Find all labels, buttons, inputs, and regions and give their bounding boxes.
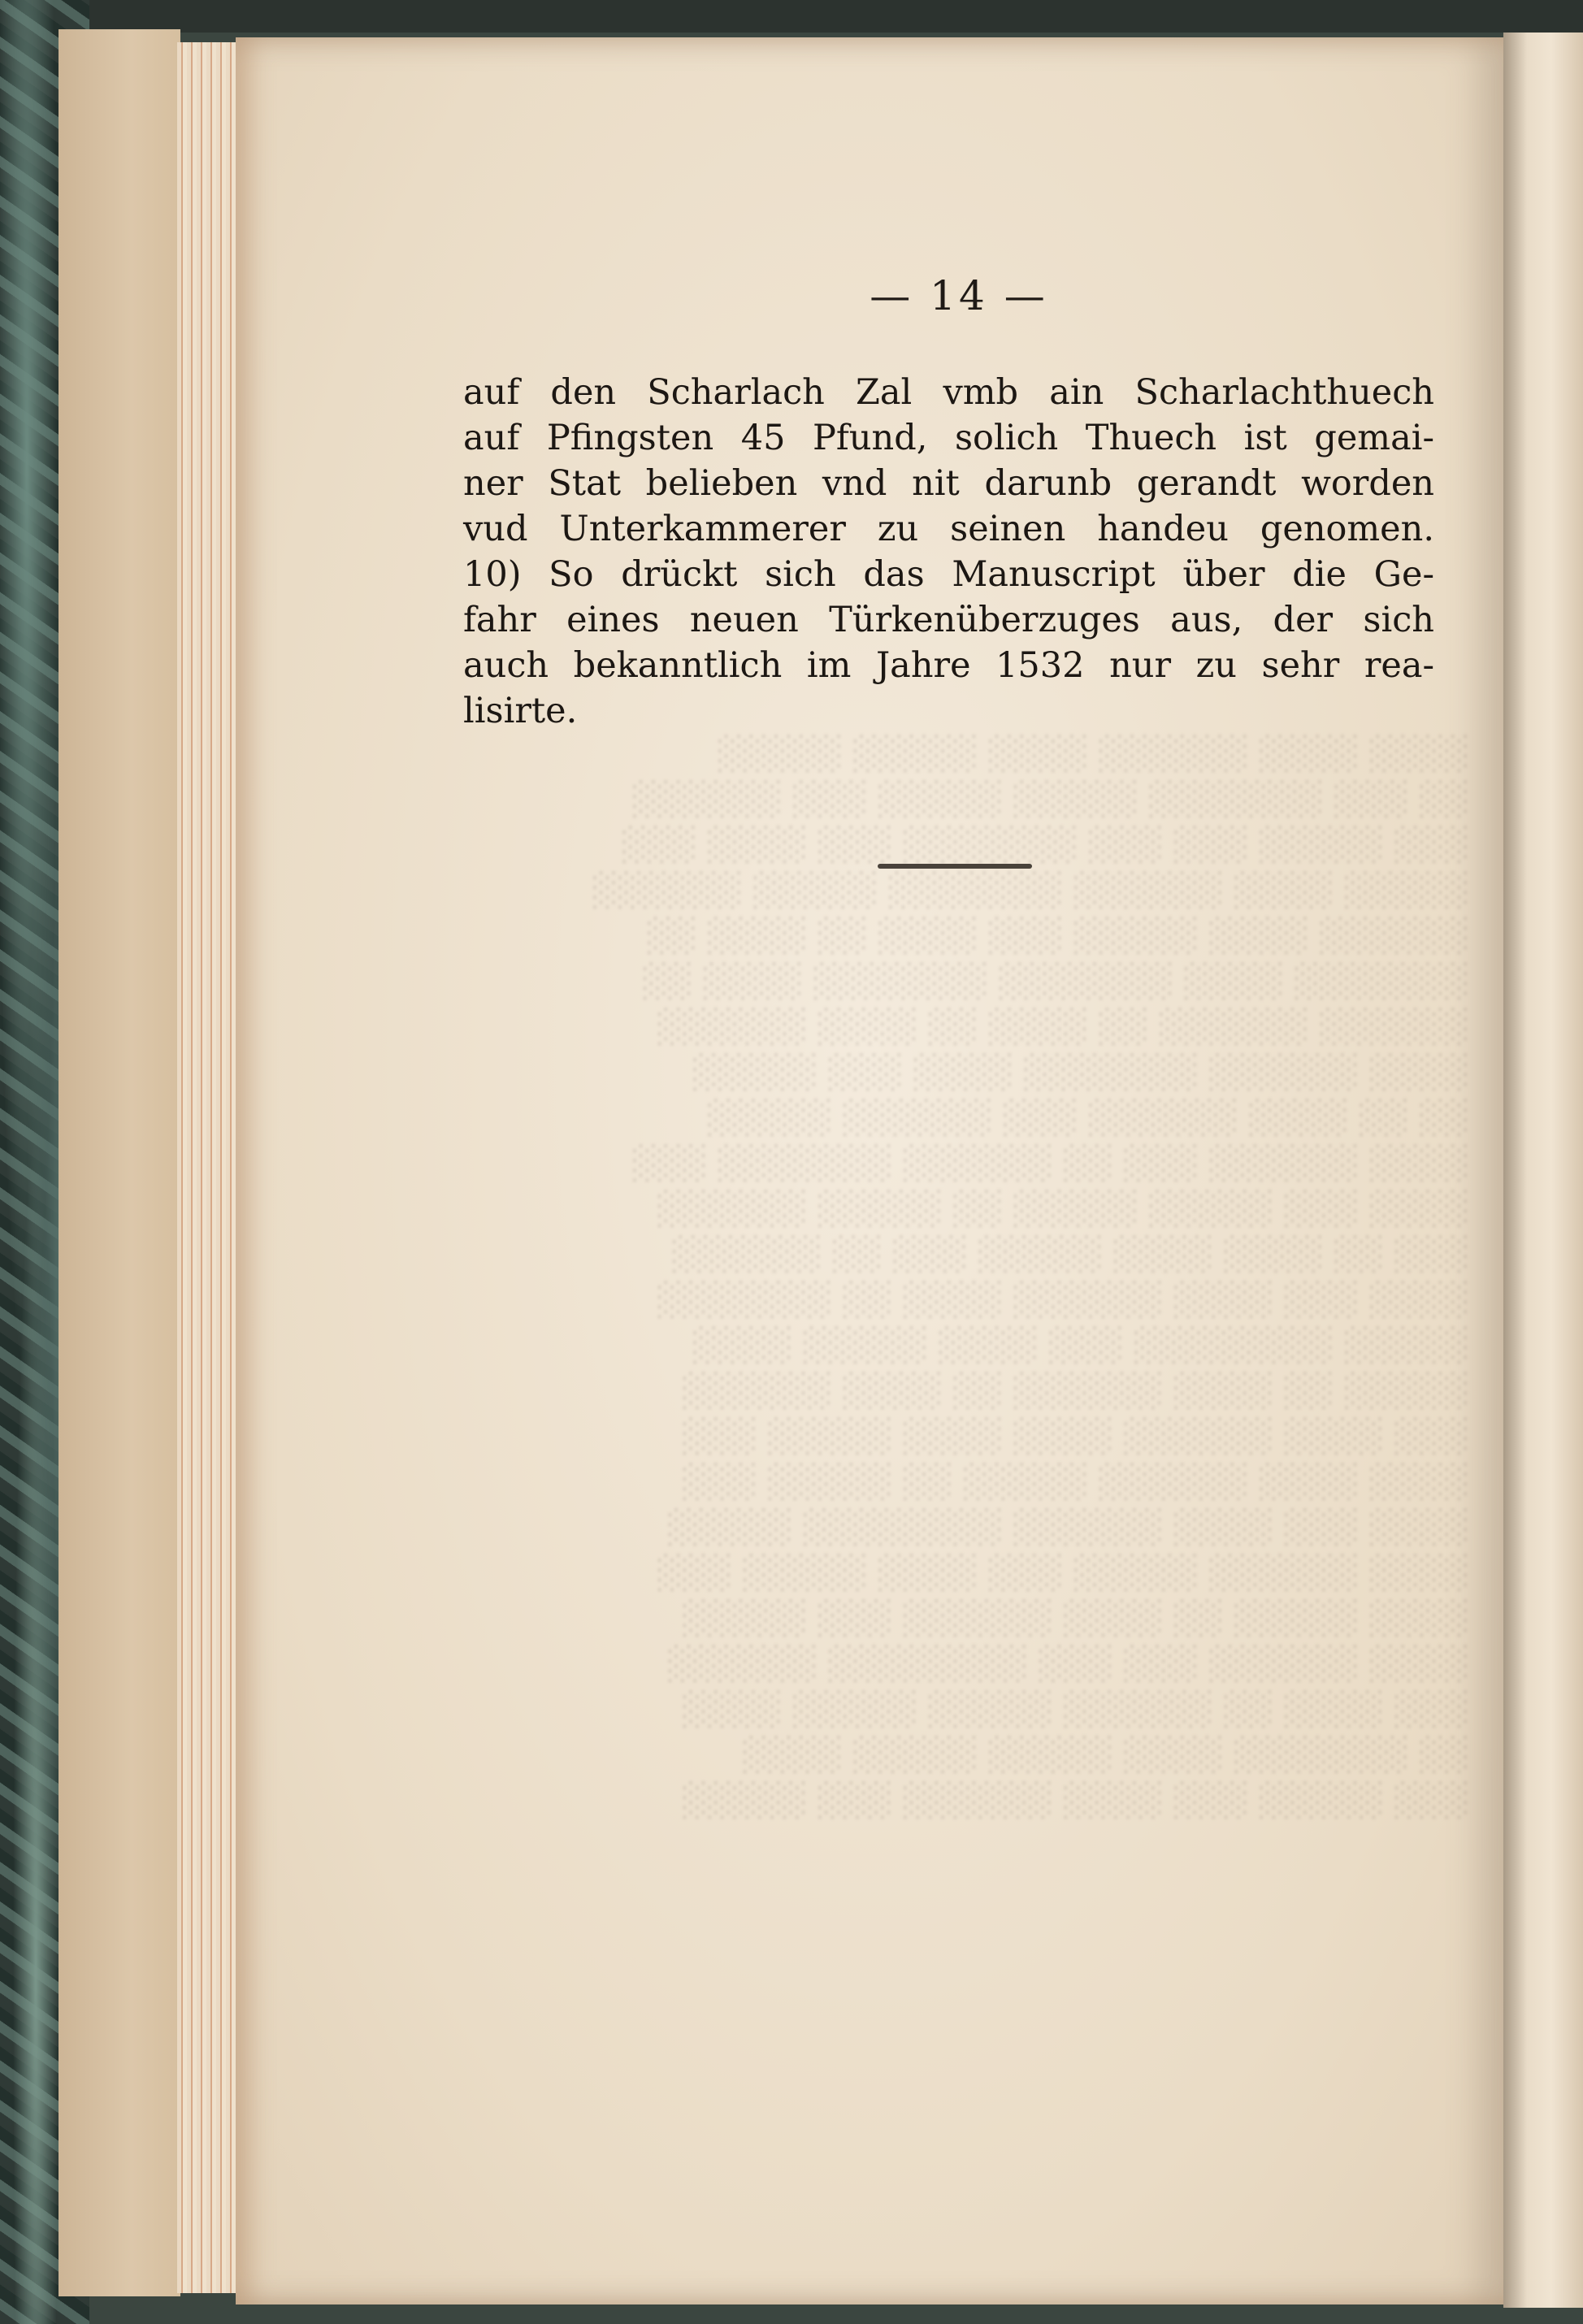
text-line: vud Unterkammerer zu seinen handeu genomen. — [463, 509, 1434, 549]
page-number: — 14 — — [870, 272, 1048, 319]
text-line: auch bekanntlich im Jahre 1532 nur zu sehr rea- — [463, 645, 1434, 686]
body-text — [463, 370, 1434, 734]
page-gutter — [1503, 33, 1583, 2308]
text-line: auf den Scharlach Zal vmb ain Scharlachthuech — [463, 372, 1434, 413]
text-line: ner Stat belieben vnd nit darunb gerandt worden — [463, 463, 1434, 504]
text-line: 10) So drückt sich das Manuscript über die Ge- — [463, 554, 1434, 595]
text-line: auf Pfingsten 45 Pfund, solich Thuech ist gemai- — [463, 418, 1434, 458]
book-top-edge — [0, 0, 1583, 33]
inner-board — [59, 29, 180, 2296]
text-line: fahr eines neuen Türkenüberzuges aus, der sich — [463, 600, 1434, 640]
section-divider-rule — [878, 864, 1032, 869]
show-through-texture: ░░░░ ░░░░ ░░░░░░ ░░░░ ░░░░░ ░░░░░ ░░ ░░░ ░░░░░░░ ░░░░░ ░░░░░ ░░░ ░░░░░░ ░░░ ░░░░░ ░░░ ░░░ ░░░░░░░ ░░░ ░░░░ ░░░ ░░░░░ ░░░░ ░░░░░░ ░░░░░░░ ░░░░░ ░░░░░░ ░░░░░░ ░░░░ ░░░░░ ░░░ ░░░░ ░░ ░░░░ ░░ ░░░░░░░ ░░░░ ░░░░░░░ ░░░░░░░ ░░░░ ░░ ░░░░░░ ░░░░░░ ░░ ░░░░ ░░ ░░░░ ░░░░░░ ░░░░ ░░░░░░ ░░░░░░░ ░░░░ ░░░ ░░░░░ ░░ ░░ ░░░░ ░░░░░░ ░░░ ░░░░░░ ░░░░░ ░░░░ ░░░░░░ ░░░ ░░ ░░░░░░ ░░░░░░░ ░░░ ░░░░ ░░░ ░░░░░ ░░░░░ ░░ ░░░░░ ░░░░░░ ░░░ ░░ ░░░░ ░░░░ ░░░░░ ░░░ ░░ ░░░░░░ ░░░░ ░░░ ░░░░ ░░░░░░ ░░░░ ░░ ░░░░░░░ ░░░░░ ░░░░░░░░ ░░░ ░░░░ ░░░░░ ░░░░ ░░░░░ ░░ ░░░░ ░░░░░░ ░░ ░░░░ ░░░░░░ ░░░ ░░░░ ░░░░░░ ░░░░ ░░░░ ░░░░░ ░░░ ░░░░ ░░░░ ░░░░░░ ░░░░░ ░░ ░░░░░ ░░░ ░░░░ ░░░ ░░░░ ░░░░░░ ░░░░░░░░ ░░░░░ ░░░░ ░░░░░░ ░░░░░ ░░░ ░░░░ ░░░░░ ░░░ ░░░░ ░░░░░ ░░ ░░░░ ░░░░░░ ░░░ ░░░░░ ░░░░ ░░░░░░ ░░░ ░░░ ░░░░░░░░ ░░░░░░ ░░░ ░░░░ ░░ ░░░░░░ ░░░░░ ░░░░░ ░░░░ ░░ ░░░░░░░ ░░░░ ░░░░░ ░░░░░ ░░░░ ░░░ ░░░░░ ░░░ ░░░░ ░░░░░░ ░░░ ░░░░░ — [590, 735, 1467, 1819]
text-line: lisirte. — [463, 691, 578, 731]
